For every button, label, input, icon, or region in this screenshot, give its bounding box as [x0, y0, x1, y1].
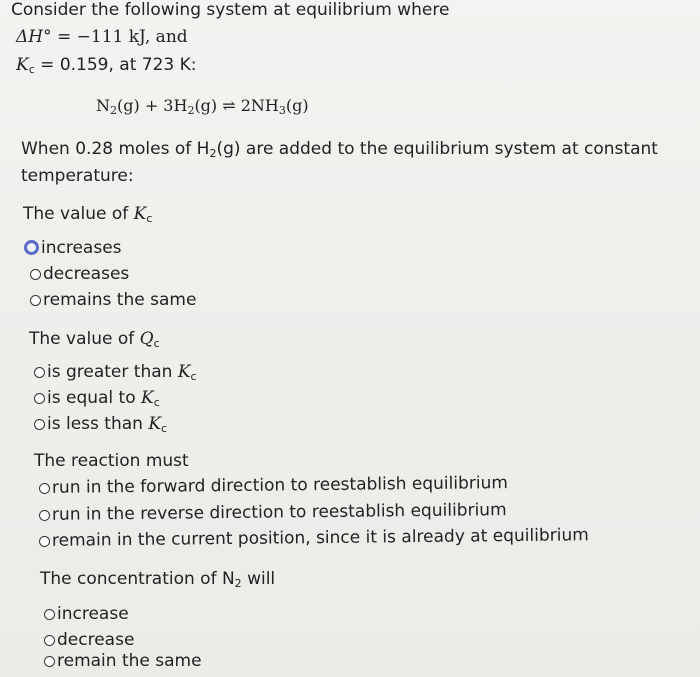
q2-label	[29, 329, 160, 354]
q2-option-label: is greater than	[47, 362, 173, 382]
reaction-equation	[96, 96, 309, 121]
eq-n2: N	[96, 96, 110, 115]
q1-subscript: c	[146, 212, 153, 225]
kc-symbol: K	[177, 362, 191, 382]
eq-h2-state: (g) ⇌ 2NH	[194, 96, 279, 115]
radio-icon[interactable]	[34, 419, 45, 430]
q2-option-less[interactable]	[34, 414, 167, 439]
kc-subscript: c	[161, 422, 168, 435]
prompt-sub: 2	[209, 147, 217, 160]
eq-n2-state: (g) + 3H	[117, 96, 188, 115]
q2-subscript: c	[153, 337, 160, 350]
q4-option-increase[interactable]	[44, 604, 129, 624]
kc-subscript: c	[190, 370, 197, 383]
intro-line-1: Consider the following system at equilibrium where	[11, 0, 450, 20]
q1-label-text: The value of	[23, 204, 129, 224]
kc-subscript: c	[153, 396, 160, 409]
q3-label: The reaction must	[34, 451, 189, 471]
eq-nh3-state: (g)	[285, 96, 309, 115]
q4-option-label: increase	[57, 604, 129, 624]
radio-selected-icon[interactable]	[24, 240, 39, 255]
q2-option-equal[interactable]	[34, 388, 160, 413]
kc-symbol: K	[148, 414, 162, 434]
q3-option-label: run in the forward direction to reestablish equilibrium	[51, 473, 508, 498]
eq-h2-sub: 2	[187, 104, 195, 117]
kc-value: = 0.159, at 723 K:	[40, 55, 197, 75]
radio-icon[interactable]	[44, 609, 55, 620]
q3-option-label: run in the reverse direction to reestablish equilibrium	[51, 500, 507, 525]
prompt-line-1	[21, 139, 658, 164]
q1-symbol: K	[133, 204, 147, 224]
q4-option-decrease[interactable]	[44, 630, 134, 650]
q4-option-label: remain the same	[57, 651, 202, 671]
q4-label-text: The concentration of N	[40, 569, 235, 589]
q2-option-label: is less than	[47, 414, 143, 434]
enthalpy-value: = −111 kJ, and	[57, 27, 188, 47]
q4-label-end: will	[247, 569, 276, 589]
radio-icon[interactable]	[39, 510, 50, 521]
prompt-line-2: temperature:	[21, 166, 134, 186]
radio-icon[interactable]	[44, 635, 55, 646]
radio-icon[interactable]	[44, 656, 55, 667]
q3-option-remain[interactable]	[39, 525, 589, 551]
q1-option-decreases[interactable]	[30, 264, 129, 284]
prompt-a: When 0.28 moles of H	[21, 139, 210, 159]
q4-subscript: 2	[234, 577, 242, 590]
q2-label-text: The value of	[29, 329, 135, 349]
eq-nh3-sub: 3	[278, 104, 286, 117]
kc-symbol: K	[16, 55, 29, 75]
radio-icon[interactable]	[34, 393, 45, 404]
radio-icon[interactable]	[39, 536, 50, 547]
kc-subscript: c	[28, 63, 35, 76]
q2-symbol: Q	[139, 329, 154, 349]
q1-label	[23, 204, 152, 229]
q4-option-same[interactable]	[44, 651, 202, 671]
q1-option-same[interactable]	[30, 290, 196, 310]
kc-line	[16, 55, 197, 80]
q3-option-reverse[interactable]	[39, 500, 507, 525]
eq-n2-sub: 2	[110, 104, 117, 117]
q1-option-label: decreases	[43, 264, 130, 284]
q3-option-label: remain in the current position, since it is already at equilibrium	[51, 525, 589, 551]
radio-icon[interactable]	[34, 367, 45, 378]
radio-icon[interactable]	[39, 483, 50, 494]
q1-option-label: increases	[41, 238, 122, 258]
enthalpy-symbol: ΔH°	[16, 27, 52, 47]
enthalpy-line	[16, 27, 188, 47]
q3-option-forward[interactable]	[39, 473, 508, 498]
q4-label	[40, 569, 275, 594]
q4-option-label: decrease	[57, 630, 135, 650]
q2-option-greater[interactable]	[34, 362, 197, 387]
q2-option-label: is equal to	[47, 388, 136, 408]
prompt-b: (g) are added to the equilibrium system at constant	[216, 139, 658, 159]
kc-symbol: K	[141, 388, 154, 408]
q1-option-increases[interactable]	[24, 238, 122, 258]
radio-icon[interactable]	[30, 269, 41, 280]
q1-option-label: remains the same	[43, 290, 197, 310]
radio-icon[interactable]	[30, 295, 41, 306]
